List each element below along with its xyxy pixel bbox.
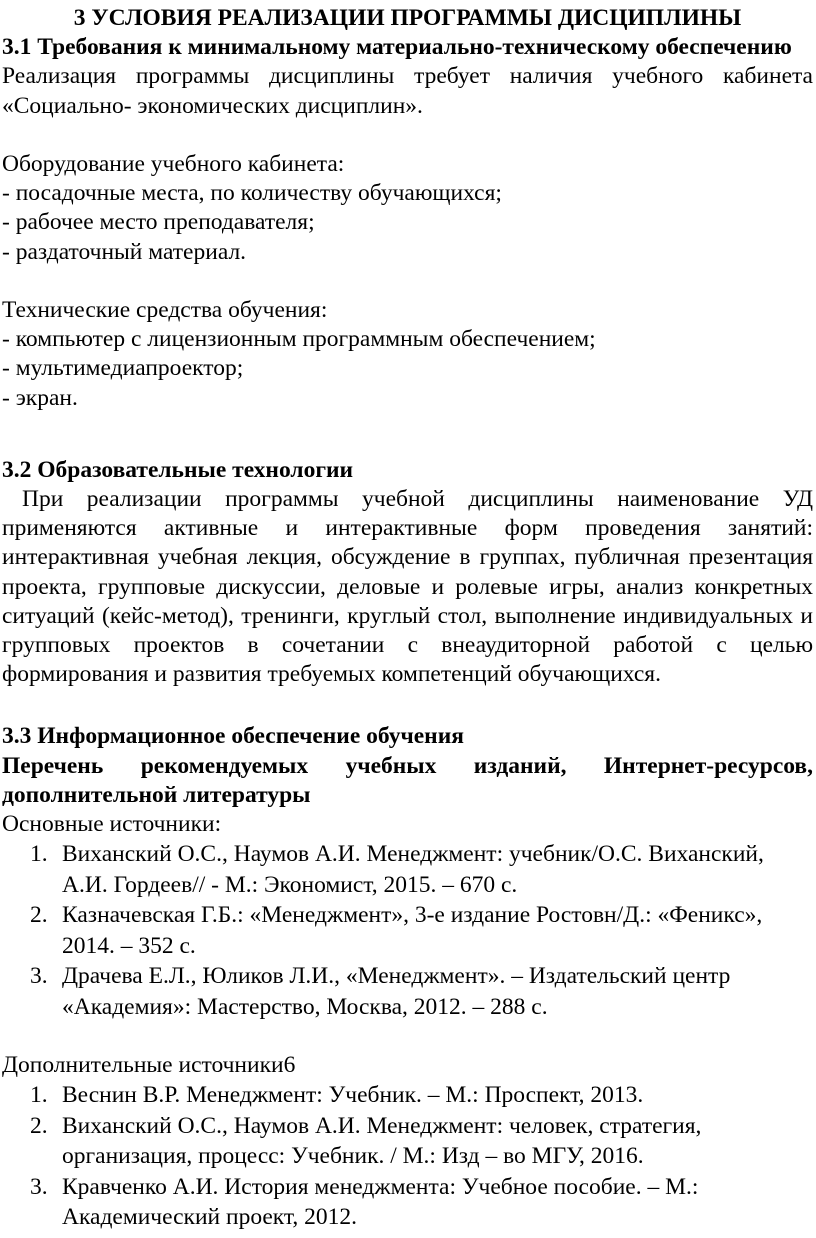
list-item-text: 2014. – 352 с. xyxy=(62,932,196,959)
tech-heading: Технические средства обучения: xyxy=(2,297,328,323)
list-item-text: Виханский О.С., Наумов А.И. Менеджмент: человек, стратегия, xyxy=(62,1112,702,1139)
list-item-text: «Академия»: Мастерство, Москва, 2012. – 288 с. xyxy=(62,993,548,1020)
section-3-2-heading: 3.2 Образовательные технологии xyxy=(2,456,354,483)
section-3-2-text: При реализации программы учебной дисциплины наименование УД применяются активные и интерактивные форм проведения занятий: интерактивная учебная лекция, обсуждение в группах, публичная презентация проекта, групповые дискуссии, деловые и ролевые игры, анализ конкретных ситуаций (кейс-метод), тренинги, круглый стол, выполнение индивидуальных и групповых проектов в сочетании с внеаудиторной работой с целью формирования и развития требуемых компетенций обучающихся. xyxy=(2,486,813,688)
equipment-item: - раздаточный материал. xyxy=(2,238,247,265)
equipment-item: - посадочные места, по количеству обучающихся; xyxy=(2,180,502,207)
tech-item: - экран. xyxy=(2,384,78,411)
tech-item: - мультимедиапроектор; xyxy=(2,355,244,382)
list-item-text: Веснин В.Р. Менеджмент: Учебник. – М.: Проспект, 2013. xyxy=(62,1082,644,1109)
list-item xyxy=(30,900,813,961)
list-item-text: А.И. Гордеев// - М.: Экономист, 2015. – 670 с. xyxy=(62,871,518,898)
section-3-3-heading: 3.3 Информационное обеспечение обучения xyxy=(2,723,464,750)
section-3-1-heading: 3.1 Требования к минимальному материально-техническому обеспечению xyxy=(2,34,792,61)
main-sources-list xyxy=(2,839,813,1022)
list-item-text: Кравченко А.И. История менеджмента: Учебное пособие. – М.: xyxy=(62,1173,699,1200)
list-item xyxy=(30,961,813,1022)
list-item-text: Академический проект, 2012. xyxy=(62,1204,358,1231)
main-sources-heading: Основные источники: xyxy=(2,811,222,838)
tech-item: - компьютер с лицензионным программным обеспечением; xyxy=(2,326,596,353)
list-item xyxy=(30,1080,813,1111)
list-item xyxy=(30,839,813,900)
list-item-text: организация, процесс: Учебник. / М.: Изд – во МГУ, 2016. xyxy=(62,1143,644,1170)
list-item-text: Виханский О.С., Наумов А.И. Менеджмент: учебник/О.С. Виханский, xyxy=(62,841,764,868)
list-item-text: Драчева Е.Л., Юликов Л.И., «Менеджмент». – Издательский центр xyxy=(62,963,731,990)
list-item-number: 2. xyxy=(30,902,48,929)
extra-sources-heading: Дополнительные источники6 xyxy=(2,1052,296,1079)
section-3-1-intro: Реализация программы дисциплины требует наличия учебного кабинета «Социально- экономических дисциплин». xyxy=(2,63,813,119)
list-item xyxy=(30,1172,813,1233)
list-item-number: 1. xyxy=(30,841,48,868)
document-title: 3 УСЛОВИЯ РЕАЛИЗАЦИИ ПРОГРАММЫ ДИСЦИПЛИНЫ xyxy=(73,5,742,31)
list-item-text: Казначевская Г.Б.: «Менеджмент», 3-е издание Ростовн/Д.: «Феникс», xyxy=(62,902,763,929)
list-item-number: 3. xyxy=(30,1173,48,1200)
equipment-item: - рабочее место преподавателя; xyxy=(2,209,315,236)
list-item xyxy=(30,1111,813,1172)
list-item-number: 1. xyxy=(30,1082,48,1109)
extra-sources-list xyxy=(2,1080,813,1233)
equipment-heading: Оборудование учебного кабинета: xyxy=(2,151,345,177)
list-item-number: 2. xyxy=(30,1112,48,1139)
list-item-number: 3. xyxy=(30,963,48,990)
section-3-3-subheading: Перечень рекомендуемых учебных изданий, Интернет-ресурсов, дополнительной литературы xyxy=(2,752,813,808)
